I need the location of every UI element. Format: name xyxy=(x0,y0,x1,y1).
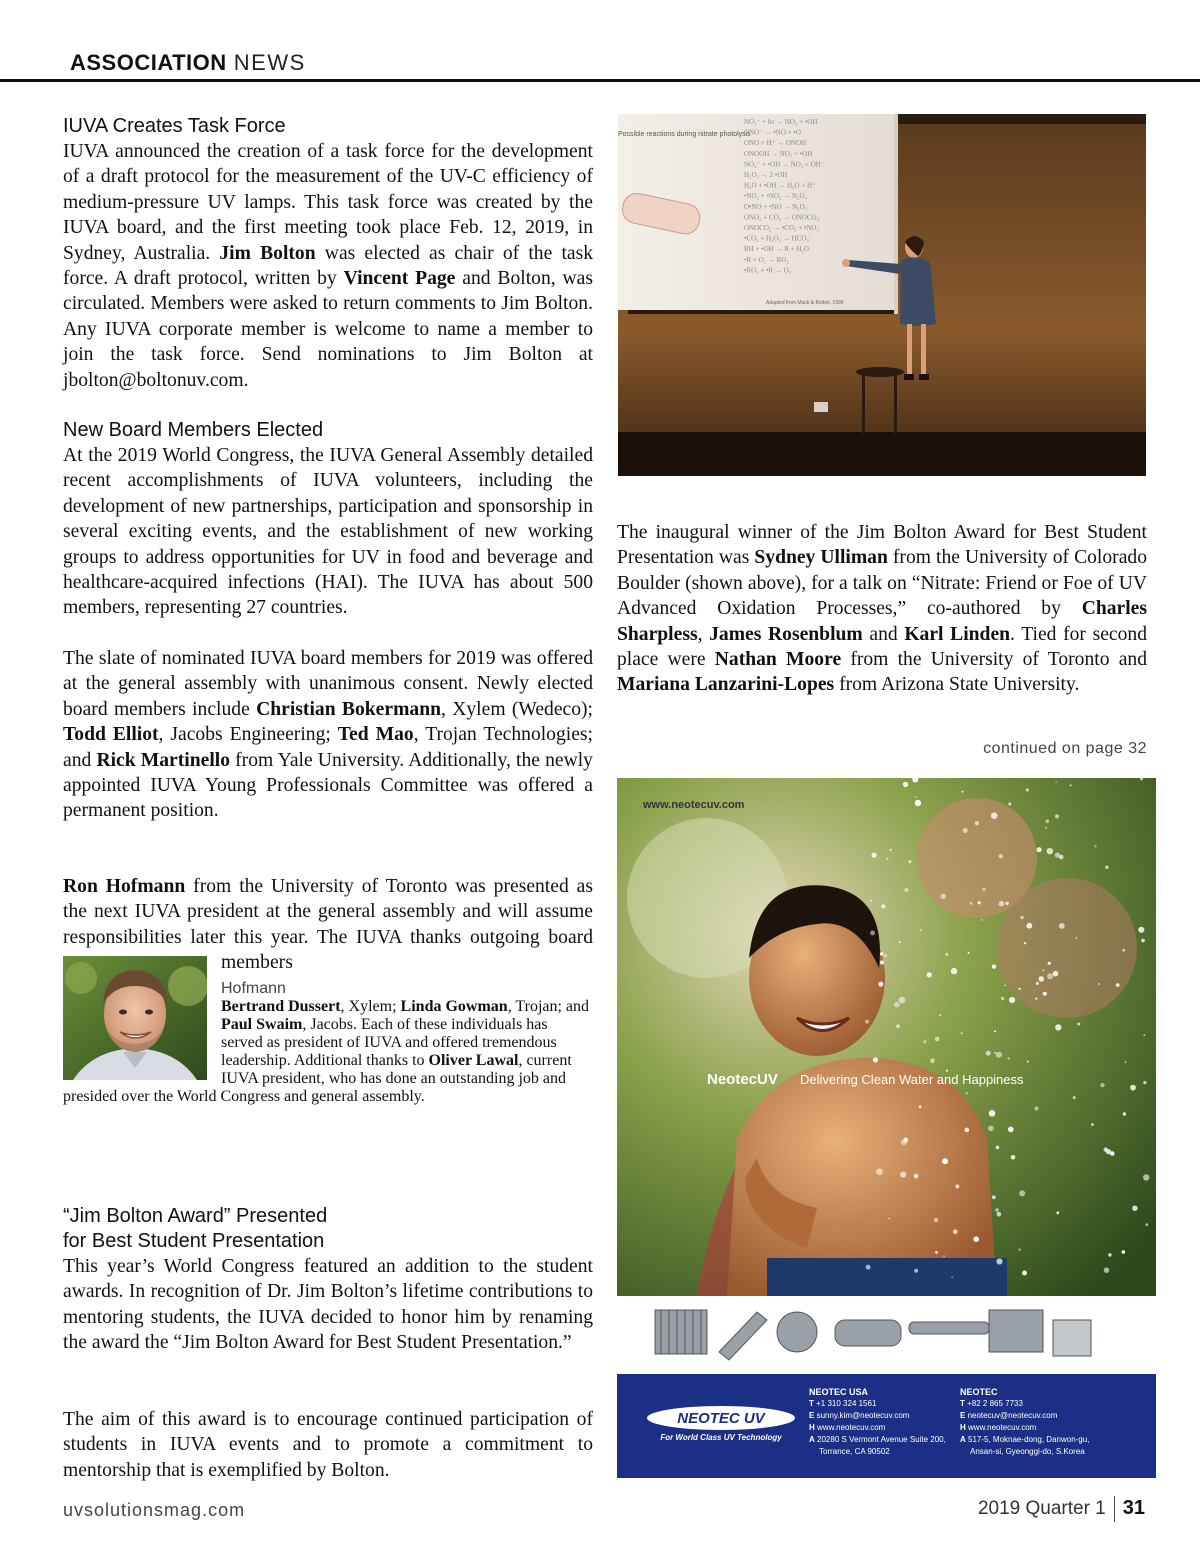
water-droplet xyxy=(978,901,981,904)
ad-url: www.neotecuv.com xyxy=(643,799,745,811)
slide-equation-line: H₂O + •OH → H₂O + H⁺ xyxy=(744,181,816,190)
slide-equation-line: ONOOH → NO₂ + •OH xyxy=(744,149,813,158)
water-droplet xyxy=(1098,983,1100,985)
bold-name: Vincent Page xyxy=(343,268,456,290)
contact-usa-tel: T +1 310 324 1561 xyxy=(809,1399,877,1408)
contact-korea-tel: T +82 2 865 7733 xyxy=(960,1399,1023,1408)
section-header-bold: ASSOCIATION xyxy=(70,50,227,75)
water-droplet xyxy=(934,1218,938,1222)
water-droplet xyxy=(1037,847,1042,852)
water-droplet xyxy=(1008,1127,1014,1133)
product-cabinet-icon xyxy=(989,1310,1043,1352)
text-run: The inaugural winner of the Jim Bolton Award for Best Student Presentation was xyxy=(617,522,1147,569)
water-droplet xyxy=(899,941,901,943)
slide-equation-line: RH + •OH → R + H₂O xyxy=(744,245,809,254)
footer-issue-text: 2019 Quarter 1 xyxy=(977,1498,1106,1520)
web-icon: H xyxy=(960,1423,966,1432)
hofmann-photo xyxy=(63,956,207,1080)
bold-name: Rick Martinello xyxy=(96,749,230,771)
product-meter-icon xyxy=(1053,1320,1091,1356)
footer-issue xyxy=(978,1496,1145,1522)
footer-separator xyxy=(1114,1496,1115,1522)
water-droplet xyxy=(908,860,911,863)
tel-icon: T xyxy=(960,1399,965,1408)
water-droplet xyxy=(1122,949,1125,952)
water-droplet xyxy=(1027,1061,1029,1063)
section-header xyxy=(70,50,306,76)
product-tube-icon xyxy=(909,1322,989,1334)
slide-equation-line: NO₂⁻ + hν → NO₂ + •OH xyxy=(744,118,818,126)
water-droplet xyxy=(870,900,872,902)
water-droplet xyxy=(1145,1223,1148,1226)
product-twin-icon xyxy=(835,1320,901,1346)
water-droplet xyxy=(996,1052,1002,1058)
paragraph-hofmann-wrap xyxy=(63,874,593,1122)
text-run: , Trojan; and xyxy=(507,997,590,1015)
section-header-thin: NEWS xyxy=(233,50,306,75)
ad-contact-bar xyxy=(617,1374,1156,1478)
bold-name: Mariana Lanzarini-Lopes xyxy=(617,674,835,696)
water-droplet xyxy=(923,1040,926,1043)
water-droplet xyxy=(997,1212,1002,1217)
heading-award-line1: “Jim Bolton Award” Presented xyxy=(63,1205,328,1227)
water-droplet xyxy=(1055,814,1059,818)
header-rule xyxy=(0,79,1200,82)
water-droplet xyxy=(965,1128,970,1133)
contact-korea xyxy=(960,1386,1150,1458)
water-droplet xyxy=(886,858,888,860)
water-droplet xyxy=(951,968,957,974)
slide-equation-line: H₂O₂ → 2 •OH xyxy=(744,171,788,179)
water-droplet xyxy=(915,800,921,806)
text-run: , xyxy=(697,623,710,645)
water-droplet xyxy=(996,1258,1002,1264)
water-droplet xyxy=(888,1218,890,1220)
bold-name: Sydney Ulliman xyxy=(754,547,888,569)
water-droplet xyxy=(930,1058,935,1063)
water-droplet xyxy=(970,902,973,905)
water-droplet xyxy=(903,782,908,787)
water-droplet xyxy=(963,828,968,833)
water-droplet xyxy=(915,796,917,798)
water-droplet xyxy=(996,1146,999,1149)
text-run: , current IUVA president, who has done an outstanding job and presided over the World Congress and general assembly. xyxy=(63,1051,572,1105)
water-droplet xyxy=(973,1236,979,1242)
contact-usa-email: E sunny.kim@neotecuv.com xyxy=(809,1411,910,1420)
text-run: IUVA announced the creation of a task force for the development of a draft protocol for the measurement of the UV-C efficiency of medium-pressure UV lamps. This task force was created by the IUVA board, and the first meeting took place Feb. 12, 2019, in Sydney, Australia. xyxy=(63,141,593,264)
water-droplet xyxy=(992,964,996,968)
bold-name: Todd Elliot xyxy=(63,724,159,746)
water-droplet xyxy=(1055,853,1060,858)
water-droplet xyxy=(1105,866,1108,869)
paragraph-award-winner xyxy=(617,520,1147,698)
article-task-force xyxy=(63,114,593,393)
water-droplet xyxy=(1048,962,1051,965)
slide-caption: Possible reactions during nitrate photolysis xyxy=(618,131,751,138)
water-droplet xyxy=(1073,1096,1076,1099)
bold-name: Bertrand Dussert xyxy=(221,997,341,1015)
water-droplet xyxy=(961,1032,963,1034)
contact-korea-email: E neotecuv@neotecuv.com xyxy=(960,1411,1058,1420)
water-droplet xyxy=(951,1277,953,1279)
water-droplet xyxy=(880,961,884,965)
water-droplet xyxy=(900,1172,906,1178)
slide-equation-line: ONO + H⁺ → ONOH xyxy=(744,139,807,148)
water-droplet xyxy=(1005,902,1009,906)
contact-usa-web: H www.neotecuv.com xyxy=(809,1423,886,1432)
water-droplet xyxy=(1143,1081,1146,1084)
water-droplet xyxy=(1138,927,1144,933)
water-droplet xyxy=(1022,1271,1027,1276)
water-droplet xyxy=(1035,998,1037,1000)
slide-equation-line: •CO₃ + H₂O₂ → HCO₃⁻ xyxy=(744,234,813,243)
bold-name: Ron Hofmann xyxy=(63,876,186,897)
water-droplet xyxy=(1042,969,1044,971)
slide-equation-line: ONO₂ + CO₃ → ONOCO₂ xyxy=(744,213,820,222)
water-droplet xyxy=(953,1229,958,1234)
page-number: 31 xyxy=(1122,1497,1145,1520)
water-droplet xyxy=(1091,1123,1094,1126)
slide-equation-line: •R + O₂ → RO₂ xyxy=(744,255,789,264)
water-droplet xyxy=(1122,1250,1126,1254)
water-droplet xyxy=(1077,1023,1080,1026)
water-droplet xyxy=(880,952,883,955)
article-award-winner xyxy=(617,520,1147,698)
water-droplet xyxy=(914,1269,918,1273)
paragraph-aim-wrap xyxy=(63,1407,593,1483)
ad-brand: NeotecUV xyxy=(707,1071,778,1088)
product-rack-icon xyxy=(655,1310,707,1354)
water-droplet xyxy=(1019,988,1021,990)
article-award xyxy=(63,1204,593,1356)
bold-name: James Rosenblum xyxy=(709,623,863,645)
water-droplet xyxy=(992,1195,996,1199)
slide-credit: Adapted from Mack & Bolton, 1999 xyxy=(766,300,844,306)
water-droplet xyxy=(920,929,922,931)
web-icon: H xyxy=(809,1423,815,1432)
email-icon: E xyxy=(960,1411,966,1420)
water-droplet xyxy=(1053,971,1059,977)
water-droplet xyxy=(1001,997,1005,1001)
water-droplet xyxy=(995,1208,999,1212)
water-droplet xyxy=(1124,1061,1126,1063)
contact-korea-web: H www.neotecuv.com xyxy=(960,1423,1037,1432)
water-droplet xyxy=(872,853,877,858)
product-cylinder-icon xyxy=(777,1312,817,1352)
water-droplet xyxy=(945,953,948,956)
water-droplet xyxy=(1036,982,1039,985)
bold-name: Christian Bokermann xyxy=(256,698,441,720)
water-droplet xyxy=(991,812,998,819)
water-droplet xyxy=(873,1057,878,1062)
water-droplet xyxy=(999,901,1005,907)
water-droplet xyxy=(1047,848,1053,854)
paragraph-aim xyxy=(63,1407,593,1483)
bold-name: Paul Swaim xyxy=(221,1015,303,1033)
water-droplet xyxy=(1070,784,1072,786)
bold-name: Karl Linden xyxy=(904,623,1011,645)
slide-equation-line: ONO⁻ → •NO + •O xyxy=(744,128,801,137)
slide-equation-line: •NO₂ + •NO₂ → N₂O₄ xyxy=(744,192,807,201)
text-run: , Trojan Technologies; and xyxy=(63,724,593,771)
email-icon: E xyxy=(809,1411,815,1420)
paragraph-assembly xyxy=(63,443,593,621)
water-droplet xyxy=(884,954,887,957)
article-board-members xyxy=(63,418,593,621)
text-run: and Bolton, was circulated. Members were asked to return comments to Jim Bolton. Any IUVA corporate member is welcome to name a member to join the task force. Send nominations to Jim Bolton at jbolton@boltonuv.com. xyxy=(63,268,594,391)
slide-equation-line: ONOCO₂ → •CO₃ + •NO₂ xyxy=(744,224,819,232)
water-droplet xyxy=(896,1024,900,1028)
text-run: This year’s World Congress featured an addition to the student awards. In recognition of Dr. Jim Bolton’s lifetime contributions to mentoring students, the IUVA decided to honor him by renaming the award the “Jim Bolton Award for Best Student Presentation.” xyxy=(63,1256,593,1354)
presentation-photo-art xyxy=(618,114,1146,476)
water-droplet xyxy=(1043,992,1047,996)
bold-name: Charles Sharpless xyxy=(617,598,1147,645)
water-droplet xyxy=(1143,1034,1145,1036)
water-droplet xyxy=(935,1251,938,1254)
paragraph-task-force xyxy=(63,139,593,393)
contact-usa-addr: A 20280 S Vermont Avenue Suite 200, Torrance, CA 90502 xyxy=(809,1435,946,1456)
text-run: and xyxy=(862,623,905,645)
water-droplet xyxy=(986,1051,991,1056)
text-run: , Jacobs Engineering; xyxy=(158,724,338,746)
contact-usa-title: NEOTEC USA xyxy=(809,1387,869,1397)
water-droplet xyxy=(894,1002,900,1008)
slide-equation-line: •RO₂ + •R → O₂ xyxy=(744,266,792,275)
text-run: The aim of this award is to encourage continued participation of students in IUVA events and to promote a commitment to mentorship that is exemplified by Bolton. xyxy=(63,1409,593,1481)
water-droplet xyxy=(1059,923,1065,929)
water-droplet xyxy=(878,982,883,987)
water-droplet xyxy=(994,1030,996,1032)
bold-name: Nathan Moore xyxy=(714,649,842,671)
water-droplet xyxy=(1045,827,1047,829)
water-droplet xyxy=(994,1052,996,1054)
water-droplet xyxy=(881,904,885,908)
address-icon: A xyxy=(960,1435,966,1444)
water-droplet xyxy=(966,1092,968,1094)
water-droplet xyxy=(1132,1206,1137,1211)
water-droplet xyxy=(988,1126,994,1132)
paragraph-slate-wrap xyxy=(63,646,593,824)
contact-usa xyxy=(809,1386,959,1458)
text-run: The slate of nominated IUVA board members for 2019 was offered at the general assembly with unanimous consent. Newly elected board members include xyxy=(63,648,593,720)
water-droplet xyxy=(941,894,946,899)
water-droplet xyxy=(1141,939,1145,943)
text-run: , Jacobs. Each of these individuals has served as president of IUVA and offered tremendous leadership. Additional thanks to xyxy=(221,1015,557,1069)
ad-photo xyxy=(617,778,1156,1296)
water-droplet xyxy=(1056,1211,1059,1214)
water-droplet xyxy=(939,1014,941,1016)
water-droplet xyxy=(942,1158,948,1164)
text-run: from the University of Toronto and xyxy=(841,649,1147,671)
water-droplet xyxy=(989,1110,996,1117)
bold-name: Jim Bolton xyxy=(219,242,316,264)
continued-note: continued on page 32 xyxy=(983,740,1147,757)
water-droplet xyxy=(1130,1085,1136,1091)
water-droplet xyxy=(904,888,908,892)
water-droplet xyxy=(982,888,986,892)
water-droplet xyxy=(955,1185,959,1189)
heading-board-members: New Board Members Elected xyxy=(63,419,324,441)
contact-korea-addr: A 517-5, Moknae-dong, Danwon-gu, Ansan-si, Gyeonggi-do, S.Korea xyxy=(960,1435,1090,1456)
text-run: from the University of Colorado Boulder (shown above), for a talk on “Nitrate: Friend or Foe of UV Advanced Oxidation Processes,” co-authored by xyxy=(617,547,1147,620)
water-droplet xyxy=(1123,1112,1126,1115)
hofmann-caption: Hofmann xyxy=(221,979,286,997)
water-droplet xyxy=(1047,973,1053,979)
water-droplet xyxy=(1106,1149,1111,1154)
water-droplet xyxy=(1026,923,1032,929)
water-droplet xyxy=(999,854,1003,858)
water-droplet xyxy=(1019,1249,1021,1251)
water-droplet xyxy=(903,1138,908,1143)
contact-korea-title: NEOTEC xyxy=(960,1387,998,1397)
water-droplet xyxy=(1143,1174,1149,1180)
slide-equation-line: NO₂⁻ + •OH → NO₂ + OH⁻ xyxy=(744,160,825,169)
water-droplet xyxy=(1100,1083,1104,1087)
ad-products xyxy=(617,1296,1156,1376)
logo-subtext: For World Class UV Technology xyxy=(660,1433,782,1442)
water-droplet xyxy=(1020,916,1023,919)
water-droplet xyxy=(1004,985,1006,987)
paragraph-slate xyxy=(63,646,593,824)
text-run: from the University of Toronto was presented as the next IUVA president at the general assembly and will assume responsibilities later this year. The IUVA thanks outgoing board members xyxy=(63,876,593,974)
water-droplet xyxy=(1008,803,1011,806)
text-run: from Arizona State University. xyxy=(834,674,1080,696)
text-run: . Tied for second place were xyxy=(617,623,1147,671)
water-droplet xyxy=(1108,1253,1112,1257)
water-droplet xyxy=(1026,788,1029,791)
water-droplet xyxy=(935,1037,940,1042)
bold-name: Ted Mao xyxy=(337,724,414,746)
water-droplet xyxy=(1094,845,1096,847)
text-run: , Xylem; xyxy=(340,997,401,1015)
text-run: was elected as chair of the task force. A draft protocol, written by xyxy=(63,242,594,290)
address-icon: A xyxy=(809,1435,815,1444)
water-droplet xyxy=(919,1105,922,1108)
water-droplet xyxy=(927,972,932,977)
bold-name: Linda Gowman xyxy=(400,997,508,1015)
neotec-logo xyxy=(641,1404,801,1444)
water-droplet xyxy=(889,849,891,851)
water-droplet xyxy=(1019,1190,1025,1196)
water-droplet xyxy=(968,952,970,954)
hofmann-photo-block xyxy=(63,956,207,1080)
water-droplet xyxy=(1009,997,1015,1003)
water-droplet xyxy=(1116,983,1120,987)
paragraph-hofmann xyxy=(63,874,593,976)
heading-award-line2: for Best Student Presentation xyxy=(63,1230,325,1252)
text-run: from Yale University. Additionally, the newly appointed IUVA Young Professionals Committee was offered a permanent position. xyxy=(63,749,593,822)
slide-equation-line: O•NO + •NO → N₂O₃ xyxy=(744,202,808,211)
water-droplet xyxy=(1011,1155,1016,1160)
water-droplet xyxy=(962,791,964,793)
water-droplet xyxy=(975,821,979,825)
presentation-photo xyxy=(618,114,1146,476)
bold-name: Oliver Lawal xyxy=(428,1051,519,1069)
water-droplet xyxy=(1008,1057,1010,1059)
water-droplet xyxy=(899,997,906,1004)
text-run: , Xylem (Wedeco); xyxy=(441,698,593,720)
text-run: At the 2019 World Congress, the IUVA General Assembly detailed recent accomplishments of IUVA volunteers, including the development of new partnerships, participation and sponsorship in several exciting events, and the establishment of new working groups to address opportunities for UV in food and beverage and healthcare-acquired infections (HAI). The IUVA has about 500 members, representing 27 countries. xyxy=(63,445,593,619)
water-droplet xyxy=(876,1168,883,1175)
water-droplet xyxy=(1055,1024,1061,1030)
heading-task-force: IUVA Creates Task Force xyxy=(63,115,286,137)
paragraph-award xyxy=(63,1254,593,1356)
ad-tagline: Delivering Clean Water and Happiness xyxy=(800,1072,1024,1087)
water-droplet xyxy=(1104,1267,1110,1273)
water-droplet xyxy=(1046,819,1050,823)
water-droplet xyxy=(981,919,983,921)
logo-text: NEOTEC UV xyxy=(677,1410,765,1427)
water-droplet xyxy=(865,1020,869,1024)
neotec-advertisement xyxy=(617,778,1156,1478)
footer-site: uvsolutionsmag.com xyxy=(63,1500,246,1520)
water-droplet xyxy=(870,931,875,936)
water-droplet xyxy=(866,1265,871,1270)
water-droplet xyxy=(914,1174,919,1179)
water-droplet xyxy=(943,1255,945,1257)
water-droplet xyxy=(1055,781,1057,783)
water-droplet xyxy=(1039,976,1045,982)
water-droplet xyxy=(1024,942,1026,944)
water-droplet xyxy=(1034,1106,1038,1110)
water-droplet xyxy=(1076,937,1078,939)
tel-icon: T xyxy=(809,1399,814,1408)
